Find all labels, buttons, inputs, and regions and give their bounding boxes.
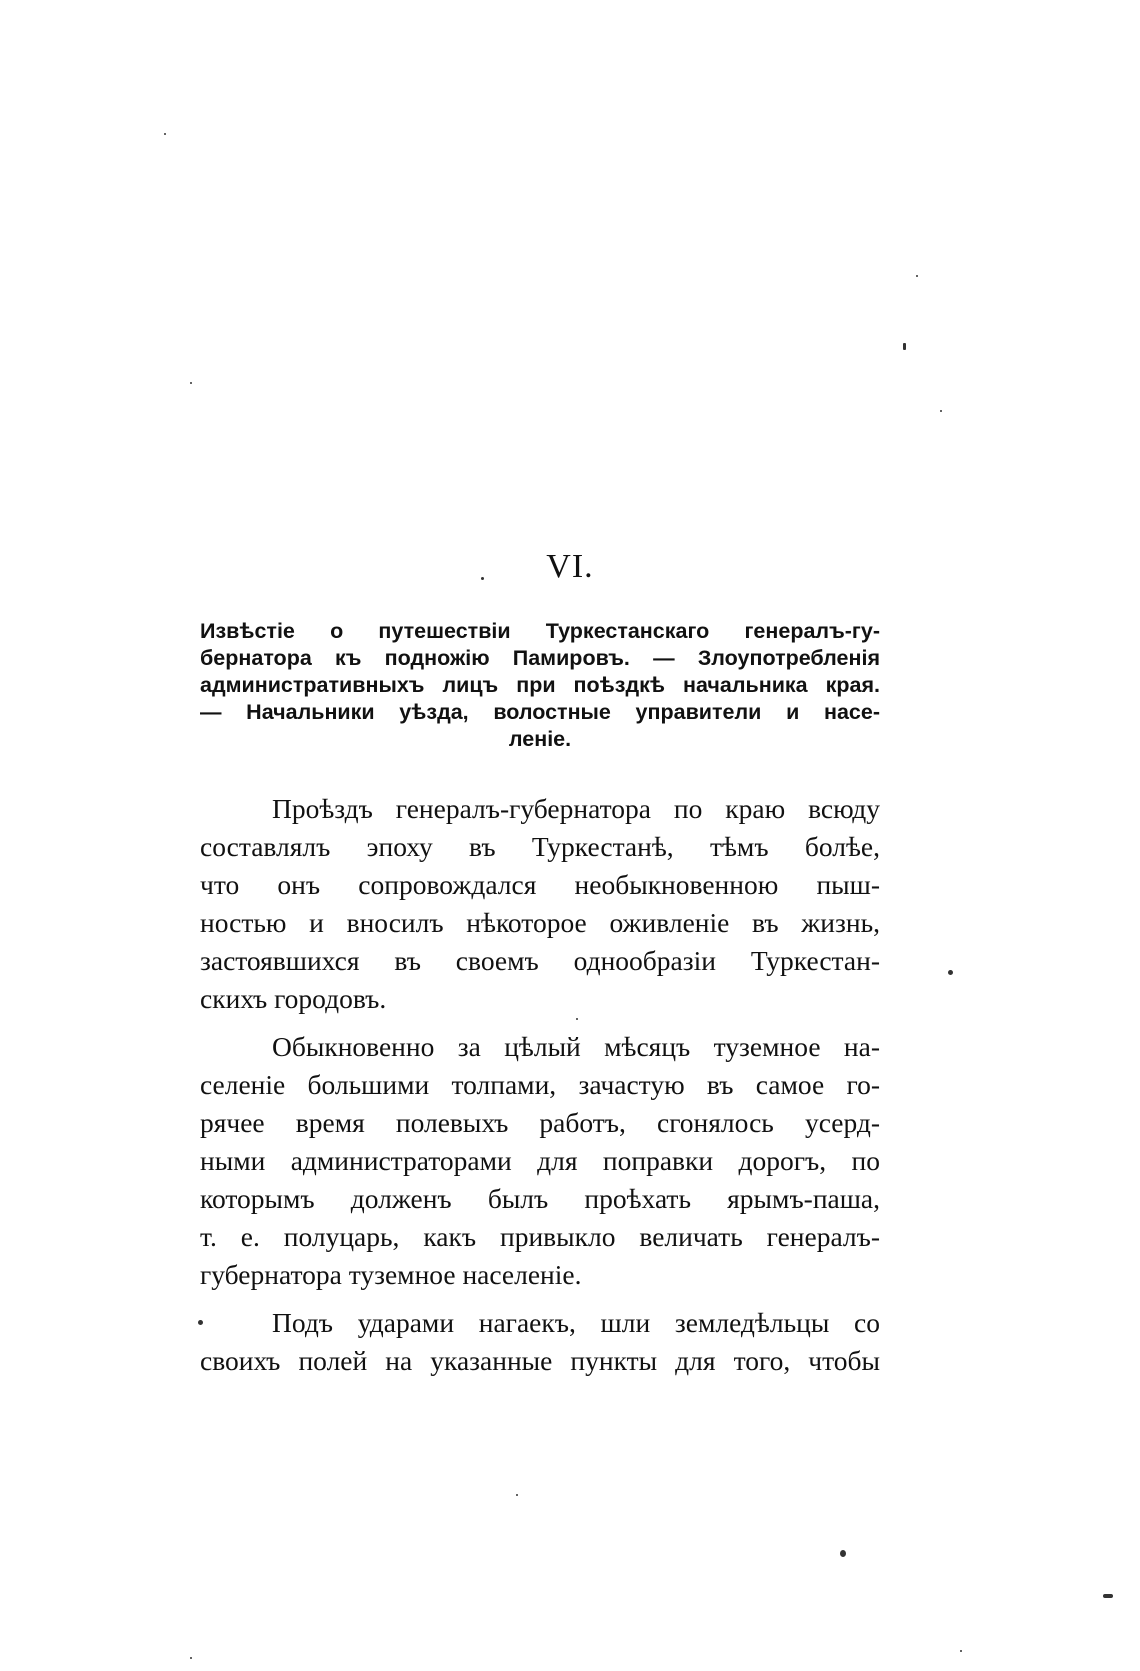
chapter-number: VI. xyxy=(546,548,594,585)
paragraph xyxy=(200,1304,880,1380)
scan-speck xyxy=(948,970,953,975)
text-line: ностью и вносилъ нѣкоторое оживленіе въ жизнь, xyxy=(200,907,880,938)
text-line: губернатора туземное населеніе. xyxy=(200,1259,582,1290)
scan-speck xyxy=(840,1550,846,1557)
scan-speck xyxy=(960,1650,962,1652)
scan-speck xyxy=(190,1657,192,1659)
text-line: скихъ городовъ. xyxy=(200,983,387,1014)
text-line: рячее время полевыхъ работъ, сгонялось усерд- xyxy=(200,1107,880,1138)
scan-speck xyxy=(916,275,918,277)
scan-speck xyxy=(1103,1594,1113,1598)
paragraph-gap xyxy=(200,1018,880,1028)
text-line: т. е. полуцарь, какъ привыкло величать генералъ- xyxy=(200,1221,880,1252)
text-line: ными администраторами для поправки дорогъ, по xyxy=(200,1145,880,1176)
scan-speck xyxy=(940,410,942,412)
scan-speck xyxy=(576,1018,578,1020)
body-text xyxy=(200,790,880,1380)
paragraph-gap xyxy=(200,1294,880,1304)
summary-line: Извѣстіе о путешествіи Туркестанскаго генералъ-гу- xyxy=(200,619,880,643)
scan-speck xyxy=(164,133,166,135)
summary-line: — Начальники уѣзда, волостные управители и насе- xyxy=(200,700,880,724)
text-line: селеніе большими толпами, зачастую въ самое го- xyxy=(200,1069,880,1100)
text-line: которымъ долженъ былъ проѣхать ярымъ-паша, xyxy=(200,1183,880,1214)
text-line: составлялъ эпоху въ Туркестанѣ, тѣмъ болѣе, xyxy=(200,831,880,862)
summary-line: административныхъ лицъ при поѣздкѣ начальника края. xyxy=(200,673,880,697)
scan-speck xyxy=(190,382,192,384)
text-line: Проѣздъ генералъ-губернатора по краю всюду xyxy=(272,793,880,824)
paragraph xyxy=(200,1028,880,1294)
scan-speck xyxy=(516,1494,518,1496)
summary-line: леніе. xyxy=(508,727,572,751)
summary-line: бернатора къ подножію Памировъ. — Злоупотребленія xyxy=(200,646,880,670)
text-line: своихъ полей на указанные пункты для того, чтобы xyxy=(200,1345,880,1376)
text-line: Подъ ударами нагаекъ, шли земледѣльцы со xyxy=(272,1307,880,1338)
text-line: что онъ сопровождался необыкновенною пыш- xyxy=(200,869,880,900)
scan-speck xyxy=(903,343,906,350)
text-line: Обыкновенно за цѣлый мѣсяцъ туземное на- xyxy=(272,1031,880,1062)
text-line: застоявшихся въ своемъ однообразіи Туркестан- xyxy=(200,945,880,976)
chapter-summary xyxy=(200,618,880,753)
scan-speck xyxy=(481,577,484,580)
scan-speck xyxy=(198,1320,203,1325)
paragraph xyxy=(200,790,880,1018)
